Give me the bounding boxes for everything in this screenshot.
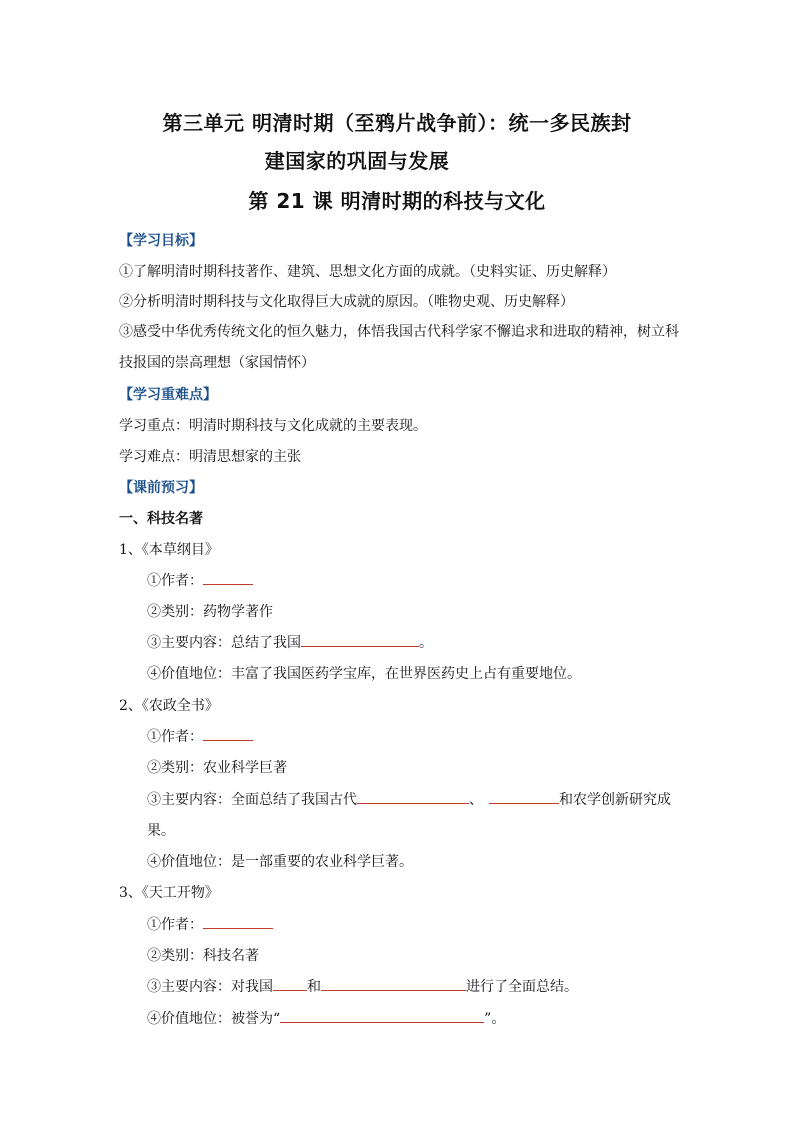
book3-title: 3、《天工开物》 <box>119 885 219 901</box>
section-heading-1: 一、科技名著 <box>119 511 203 527</box>
difficult-point: 学习难点：明清思想家的主张 <box>119 449 301 465</box>
preview-header: 【课前预习】 <box>119 480 203 496</box>
book1-content-post: 。 <box>419 635 433 651</box>
book2-author-row <box>147 726 253 746</box>
fill-blank[interactable] <box>489 789 559 804</box>
lesson-title: 第 21 课 明清时期的科技与文化 <box>248 189 546 213</box>
goal-2: ②分析明清时期科技与文化取得巨大成就的原因。（唯物史观、历史解释） <box>119 294 574 310</box>
book3-value-row <box>147 1008 505 1028</box>
fill-blank[interactable] <box>357 789 469 804</box>
book1-author-label: ①作者： <box>147 573 203 589</box>
book1-content-pre: ③主要内容：总结了我国 <box>147 635 301 651</box>
focus-header: 【学习重难点】 <box>119 387 217 403</box>
book3-content-mid: 和 <box>307 979 321 995</box>
goal-1: ①了解明清时期科技著作、建筑、思想文化方面的成就。（史料实证、历史解释） <box>119 264 616 280</box>
book2-category: ②类别：农业科学巨著 <box>147 760 287 776</box>
book2-content-cont: 果。 <box>147 823 175 839</box>
book3-content-post: 进行了全面总结。 <box>466 979 578 995</box>
book2-content-pre: ③主要内容：全面总结了我国古代 <box>147 792 357 808</box>
fill-blank[interactable] <box>203 726 253 741</box>
goals-header: 【学习目标】 <box>119 233 203 249</box>
book2-content-post: 和农学创新研究成 <box>559 792 671 808</box>
unit-title-line2: 建国家的巩固与发展 <box>264 149 450 173</box>
fill-blank[interactable] <box>321 976 466 991</box>
book3-content-pre: ③主要内容：对我国 <box>147 979 273 995</box>
book3-category: ②类别：科技名著 <box>147 948 259 964</box>
book2-author-label: ①作者： <box>147 729 203 745</box>
book1-content-row <box>147 632 433 652</box>
book1-category: ②类别：药物学著作 <box>147 604 273 620</box>
fill-blank[interactable] <box>203 914 273 929</box>
book2-title: 2、《农政全书》 <box>119 698 219 714</box>
fill-blank[interactable] <box>273 976 307 991</box>
book3-content-row <box>147 976 578 996</box>
book2-content-row <box>147 789 671 809</box>
goal-3-line2: 技报国的崇高理想（家国情怀） <box>119 355 315 371</box>
fill-blank[interactable] <box>280 1008 484 1023</box>
book1-value: ④价值地位：丰富了我国医药学宝库，在世界医药史上占有重要地位。 <box>147 666 581 682</box>
key-point: 学习重点：明清时期科技与文化成就的主要表现。 <box>119 418 427 434</box>
book2-content-mid: 、 <box>469 792 483 808</box>
unit-title-line1: 第三单元 明清时期（至鸦片战争前）：统一多民族封 <box>162 111 632 135</box>
book3-author-row <box>147 914 273 934</box>
book1-author-row <box>147 570 253 590</box>
book3-author-label: ①作者： <box>147 917 203 933</box>
fill-blank[interactable] <box>203 570 253 585</box>
goal-3-line1: ③感受中华优秀传统文化的恒久魅力，体悟我国古代科学家不懈追求和进取的精神，树立科 <box>119 324 679 340</box>
book1-title: 1、《本草纲目》 <box>119 542 219 558</box>
book3-value-pre: ④价值地位：被誉为“ <box>147 1011 281 1027</box>
fill-blank[interactable] <box>301 632 419 647</box>
book2-value: ④价值地位：是一部重要的农业科学巨著。 <box>147 854 413 870</box>
book3-value-post: ”。 <box>484 1011 506 1027</box>
